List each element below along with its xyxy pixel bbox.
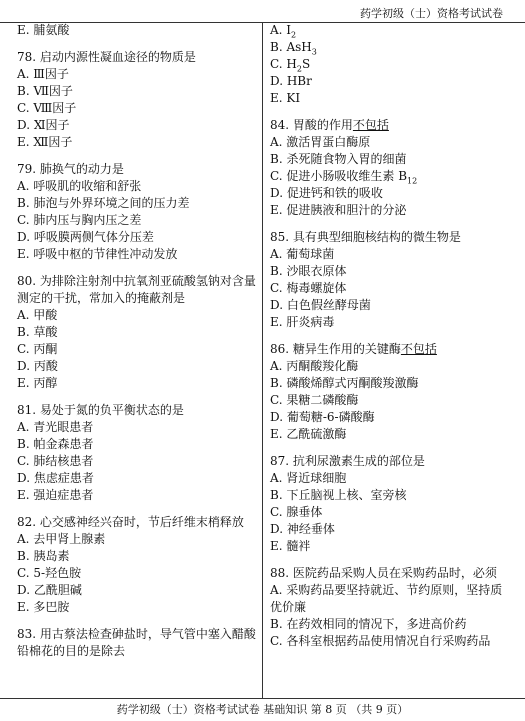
- option-d: D. Ⅺ因子: [17, 118, 70, 132]
- option-c: C. 肺内压与胸内压之差: [17, 213, 142, 227]
- option-a: A. Ⅲ因子: [17, 67, 69, 81]
- option-a: A. $I_2$: [270, 23, 297, 40]
- option-d: D. 丙酸: [17, 359, 58, 373]
- question-stem: 83. 用古蔡法检查砷盐时，导气管中塞入醋酸铅棉花的目的是除去: [17, 627, 256, 658]
- option-e: E. 多巴胺: [17, 600, 70, 614]
- question-stem: 85. 具有典型细胞核结构的微生物是: [270, 230, 461, 244]
- option-e: E. 丙醇: [17, 376, 58, 390]
- question-stem: 80. 为排除注射剂中抗氧剂亚硫酸氢钠对含量测定的干扰，常加入的掩蔽剂是: [17, 274, 256, 305]
- question-82: [17, 514, 257, 616]
- option-a: A. 青光眼患者: [17, 420, 94, 434]
- option-e: E. 促进胰液和胆汁的分泌: [270, 203, 407, 217]
- option-c: C. 梅毒螺旋体: [270, 281, 347, 295]
- question-stem: 79. 肺换气的动力是: [17, 162, 124, 176]
- question-stem: 87. 抗利尿激素生成的部位是: [270, 454, 425, 468]
- option-a: A. 丙酮酸羧化酶: [270, 359, 359, 373]
- question-79: [17, 161, 257, 263]
- option-e: E. Ⅻ因子: [17, 135, 73, 149]
- option-e: E. 髓袢: [270, 539, 311, 553]
- option-d: D. 白色假丝酵母菌: [270, 298, 371, 312]
- option-a: A. 甲酸: [17, 308, 58, 322]
- option-c: C. Ⅷ因子: [17, 101, 77, 115]
- page-footer: 药学初级（士）资格考试试卷 基础知识 第 8 页 （共 9 页）: [0, 698, 525, 721]
- option-e: E. 强迫症患者: [17, 488, 94, 502]
- option-a: A. 采购药品要坚持就近、节约原则，坚持质优价廉: [270, 583, 503, 614]
- option-a: A. 去甲肾上腺素: [17, 532, 106, 546]
- option-b: B. AsH$_3$: [270, 40, 317, 57]
- question-80: [17, 273, 257, 392]
- option-c: C. 丙酮: [17, 342, 58, 356]
- question-87: [270, 453, 510, 555]
- option-b: B. Ⅶ因子: [17, 84, 73, 98]
- option-d: D. 呼吸膜两侧气体分压差: [17, 230, 154, 244]
- option-c: C. 腺垂体: [270, 505, 323, 519]
- option-e: E. KI: [270, 91, 301, 105]
- page-header: [0, 0, 525, 23]
- option-b: B. 胰岛素: [17, 549, 70, 563]
- question-stem: 86. 糖异生作用的关键酶不包括: [270, 342, 437, 356]
- option-b: B. 磷酸烯醇式丙酮酸羧激酶: [270, 376, 419, 390]
- question-78: [17, 49, 257, 151]
- question-stem: 82. 心交感神经兴奋时，节后纤维末梢释放: [17, 515, 244, 529]
- option-c: C. 果糖二磷酸酶: [270, 393, 359, 407]
- option-e: E. 呼吸中枢的节律性冲动发放: [17, 247, 178, 261]
- column-divider: [262, 22, 263, 699]
- option-b: B. 帕金森患者: [17, 437, 94, 451]
- option-c: C. 5-羟色胺: [17, 566, 82, 580]
- question-88: [270, 565, 510, 650]
- option-e: E. 肝炎病毒: [270, 315, 335, 329]
- question-83: [17, 626, 257, 660]
- emphasis-underline: 不包括: [400, 342, 437, 356]
- option-d: D. 焦虑症患者: [17, 471, 94, 485]
- option-b: B. 在药效相同的情况下，多进高价药: [270, 617, 467, 631]
- option-b: B. 杀死随食物入胃的细菌: [270, 152, 407, 166]
- left-column: [17, 22, 257, 660]
- question-stem: 81. 易处于氮的负平衡状态的是: [17, 403, 184, 417]
- carryover-option: E. 脯氨酸: [17, 23, 70, 37]
- option-d: D. 促进钙和铁的吸收: [270, 186, 383, 200]
- option-a: A. 呼吸肌的收缩和舒张: [17, 179, 142, 193]
- question-stem: 88. 医院药品采购人员在采购药品时，必须: [270, 566, 497, 580]
- emphasis-underline: 不包括: [352, 118, 389, 132]
- option-c: C. 肺结核患者: [17, 454, 94, 468]
- question-stem: 78. 启动内源性凝血途径的物质是: [17, 50, 196, 64]
- question-86: [270, 341, 510, 443]
- option-c: C. 各科室根据药品使用情况自行采购药品: [270, 634, 491, 648]
- option-a: A. 葡萄球菌: [270, 247, 335, 261]
- option-c: C. $H_2S$: [270, 57, 311, 74]
- question-stem: 84. 胃酸的作用不包括: [270, 118, 389, 132]
- question-81: [17, 402, 257, 504]
- option-b: B. 下丘脑视上核、室旁核: [270, 488, 407, 502]
- option-d: D. 神经垂体: [270, 522, 335, 536]
- option-a: A. 肾近球细胞: [270, 471, 347, 485]
- option-d: D. 葡萄糖-6-磷酸酶: [270, 410, 375, 424]
- option-d: D. 乙酰胆碱: [17, 583, 82, 597]
- option-d: D. HBr: [270, 74, 312, 88]
- question-84: [270, 117, 510, 219]
- right-column: [270, 22, 510, 650]
- option-b: B. 沙眼衣原体: [270, 264, 347, 278]
- option-a: A. 激活胃蛋白酶原: [270, 135, 371, 149]
- option-e: E. 乙酰硫激酶: [270, 427, 347, 441]
- option-c: C. 促进小肠吸收维生素 $B_{12}$: [270, 169, 418, 186]
- header-title: 药学初级（士）资格考试试卷: [360, 7, 503, 20]
- option-b: B. 草酸: [17, 325, 58, 339]
- question-85: [270, 229, 510, 331]
- option-b: B. 肺泡与外界环境之间的压力差: [17, 196, 190, 210]
